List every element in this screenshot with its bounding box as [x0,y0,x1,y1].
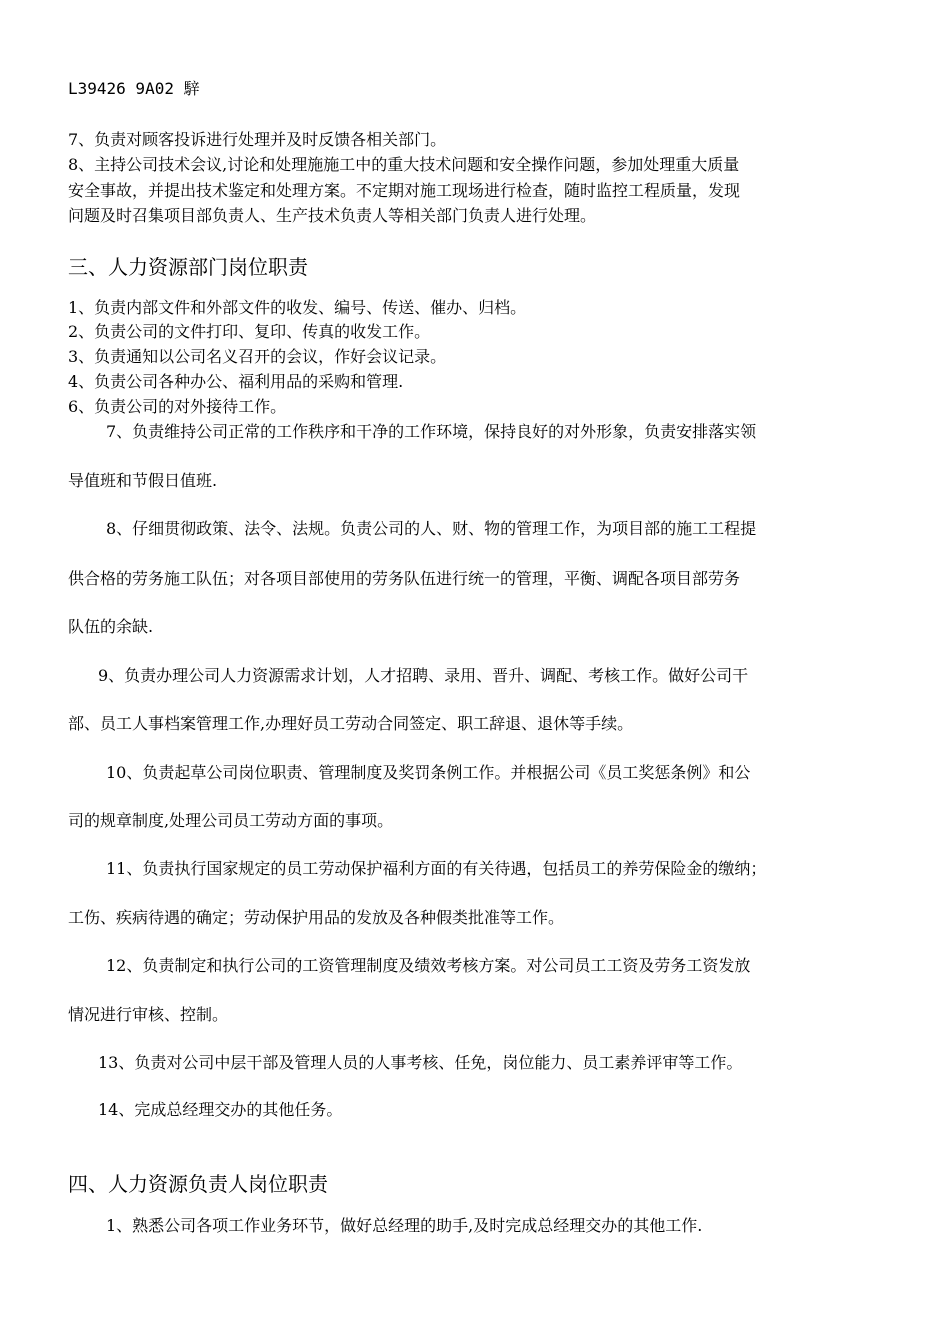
section-heading: 三、人力资源部门岗位职责 [68,255,308,279]
paragraph-line: 司的规章制度,处理公司员工劳动方面的事项。 [68,811,394,830]
paragraph-line: 7、负责维持公司正常的工作秩序和干净的工作环境，保持良好的对外形象，负责安排落实领 [106,422,757,441]
paragraph-line: 3、负责通知以公司名义召开的会议，作好会议记录。 [68,347,447,366]
paragraph-line: 部、员工人事档案管理工作,办理好员工劳动合同签定、职工辞退、退休等手续。 [68,714,634,733]
paragraph-line: 6、负责公司的对外接待工作。 [68,397,287,416]
paragraph-line: 4、负责公司各种办公、福利用品的采购和管理. [68,372,404,391]
paragraph-line: 工伤、疾病待遇的确定；劳动保护用品的发放及各种假类批准等工作。 [68,908,565,927]
paragraph-line: 导值班和节假日值班. [68,471,218,490]
paragraph-line: 14、完成总经理交办的其他任务。 [98,1100,343,1119]
paragraph-line: 队伍的余缺. [68,617,154,636]
document-code: L39426 9A02 騂 [68,79,200,98]
paragraph-line: 11、负责执行国家规定的员工劳动保护福利方面的有关待遇，包括员工的养劳保险金的缴纳； [106,859,767,878]
paragraph-line: 安全事故，并提出技术鉴定和处理方案。不定期对施工现场进行检查，随时监控工程质量，发现 [68,181,741,200]
paragraph-line: 8、仔细贯彻政策、法令、法规。负责公司的人、财、物的管理工作，为项目部的施工工程提 [106,519,757,538]
paragraph-line: 7、负责对顾客投诉进行处理并及时反馈各相关部门。 [68,130,447,149]
paragraph-line: 1、熟悉公司各项工作业务环节，做好总经理的助手,及时完成总经理交办的其他工作. [106,1216,703,1235]
paragraph-line: 12、负责制定和执行公司的工资管理制度及绩效考核方案。对公司员工工资及劳务工资发放 [106,956,751,975]
paragraph-line: 13、负责对公司中层干部及管理人员的人事考核、任免，岗位能力、员工素养评审等工作。 [98,1053,743,1072]
section-heading: 四、人力资源负责人岗位职责 [68,1172,328,1196]
paragraph-line: 问题及时召集项目部负责人、生产技术负责人等相关部门负责人进行处理。 [68,206,597,225]
paragraph-line: 8、主持公司技术会议,讨论和处理施施工中的重大技术问题和安全操作问题，参加处理重大质量 [68,155,740,174]
paragraph-line: 1、负责内部文件和外部文件的收发、编号、传送、催办、归档。 [68,298,527,317]
paragraph-line: 2、负责公司的文件打印、复印、传真的收发工作。 [68,322,431,341]
paragraph-line: 10、负责起草公司岗位职责、管理制度及奖罚条例工作。并根据公司《员工奖惩条例》和公 [106,763,751,782]
paragraph-line: 情况进行审核、控制。 [68,1005,229,1024]
paragraph-line: 供合格的劳务施工队伍；对各项目部使用的劳务队伍进行统一的管理，平衡、调配各项目部劳务 [68,569,741,588]
paragraph-line: 9、负责办理公司人力资源需求计划，人才招聘、录用、晋升、调配、考核工作。做好公司干 [98,666,749,685]
